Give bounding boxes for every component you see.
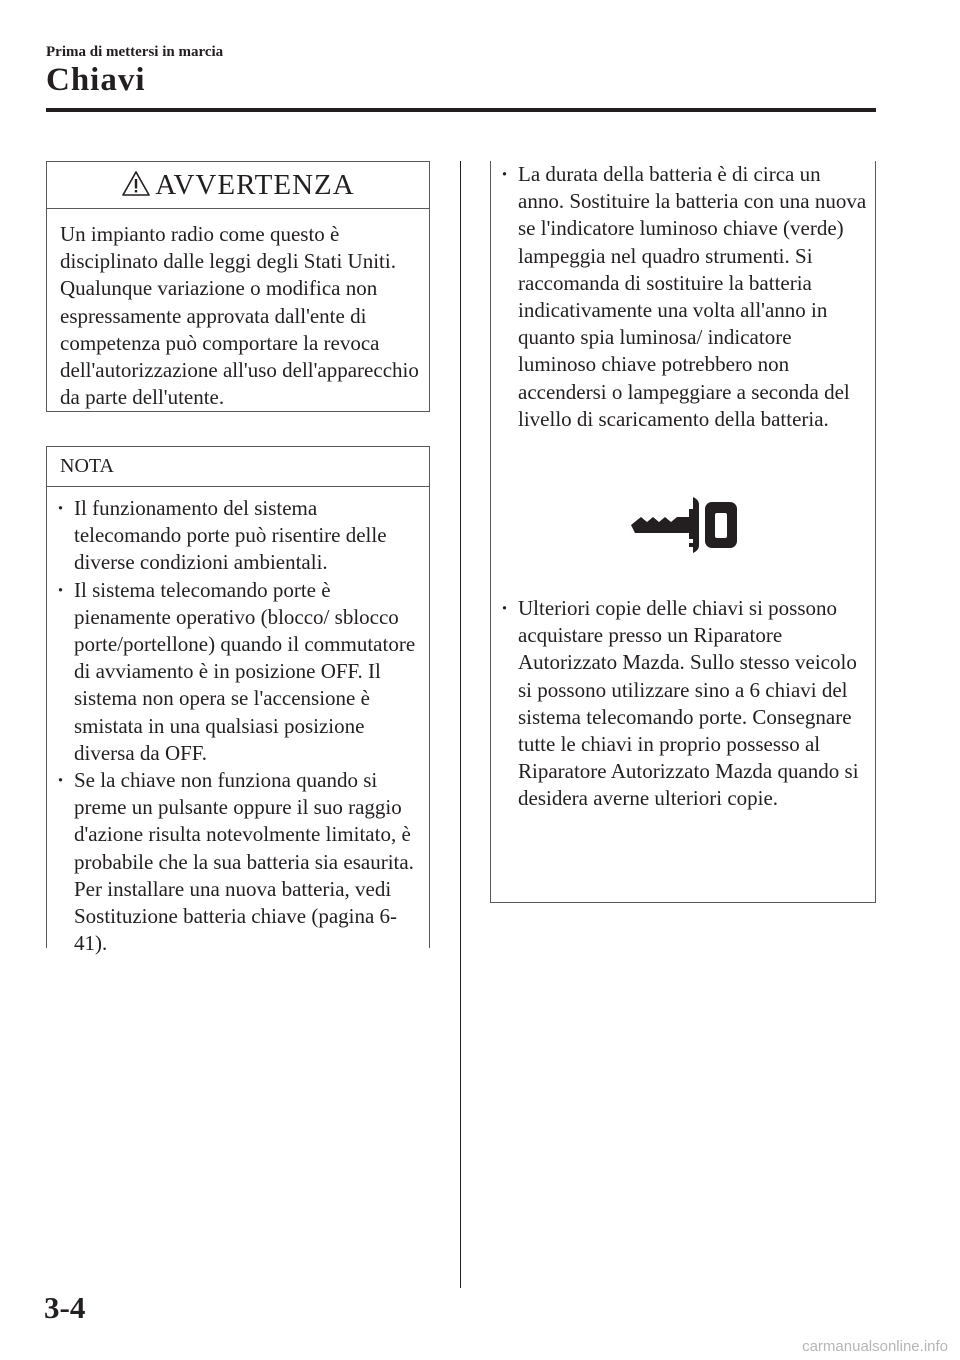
warning-title: AVVERTENZA [155,168,355,201]
warning-header [47,162,429,208]
note-header: NOTA [47,447,429,487]
page-title: Chiavi [46,62,146,98]
note-box-continued [490,161,876,903]
key-indicator-icon [627,489,739,559]
note-item: · La durata della batteria è di circa un anno. Sostituire la batteria con una nuova se l'indicatore luminoso chiave (verde) lampeggia nel quadro strumenti. Si raccomanda di sostituire la batteria indicativamente una volta all'anno in quanto spia luminosa/ indicatore luminoso chiave potrebbero non accendersi o lampeggiare a seconda del livello di scaricamento della batteria. [501,161,871,433]
note-item: · Il funzionamento del sistema telecomando porte può risentire delle diverse condizioni ambientali. [57,495,425,577]
note-list-continued [491,161,875,433]
note-box [46,446,430,956]
note-item: · Il sistema telecomando porte è pienamente operativo (blocco/ sblocco porte/portellone) quando il commutatore di avviamento è in posizione OFF. Il sistema non opera se l'accensione è smistata in una qualsiasi posizione diversa da OFF. [57,577,425,767]
warning-triangle-icon [121,170,151,197]
note-item: · Ulteriori copie delle chiavi si possono acquistare presso un Riparatore Autorizzato Mazda. Sullo stesso veicolo si possono utilizzare sino a 6 chiavi del sistema telecomando porte. Consegnare tutte le chiavi in proprio possesso al Riparatore Autorizzato Mazda quando si desidera averne ulteriori copie. [501,595,871,813]
note-list [47,487,429,957]
title-rule [46,108,876,112]
section-label: Prima di mettersi in marcia [46,44,224,60]
page-number: 3-4 [44,1290,86,1325]
warning-text: Un impianto radio come questo è disciplinato dalle leggi degli Stati Uniti. Qualunque variazione o modifica non espressamente approvata dall'ente di competenza può comportare la revoca dell'autorizzazione all'uso dell'apparecchio da parte dell'utente. [60,222,419,410]
note-list-continued-2 [491,595,875,813]
warning-body [47,208,429,411]
watermark: carmanualsonline.info [802,1338,948,1355]
warning-box [46,161,430,412]
column-divider [460,161,461,1288]
note-item: · Se la chiave non funziona quando si preme un pulsante oppure il suo raggio d'azione risulta notevolmente limitato, è probabile che la sua batteria sia esaurita. Per installare una nuova batteria, vedi Sostituzione batteria chiave (pagina 6-41). [57,767,425,957]
